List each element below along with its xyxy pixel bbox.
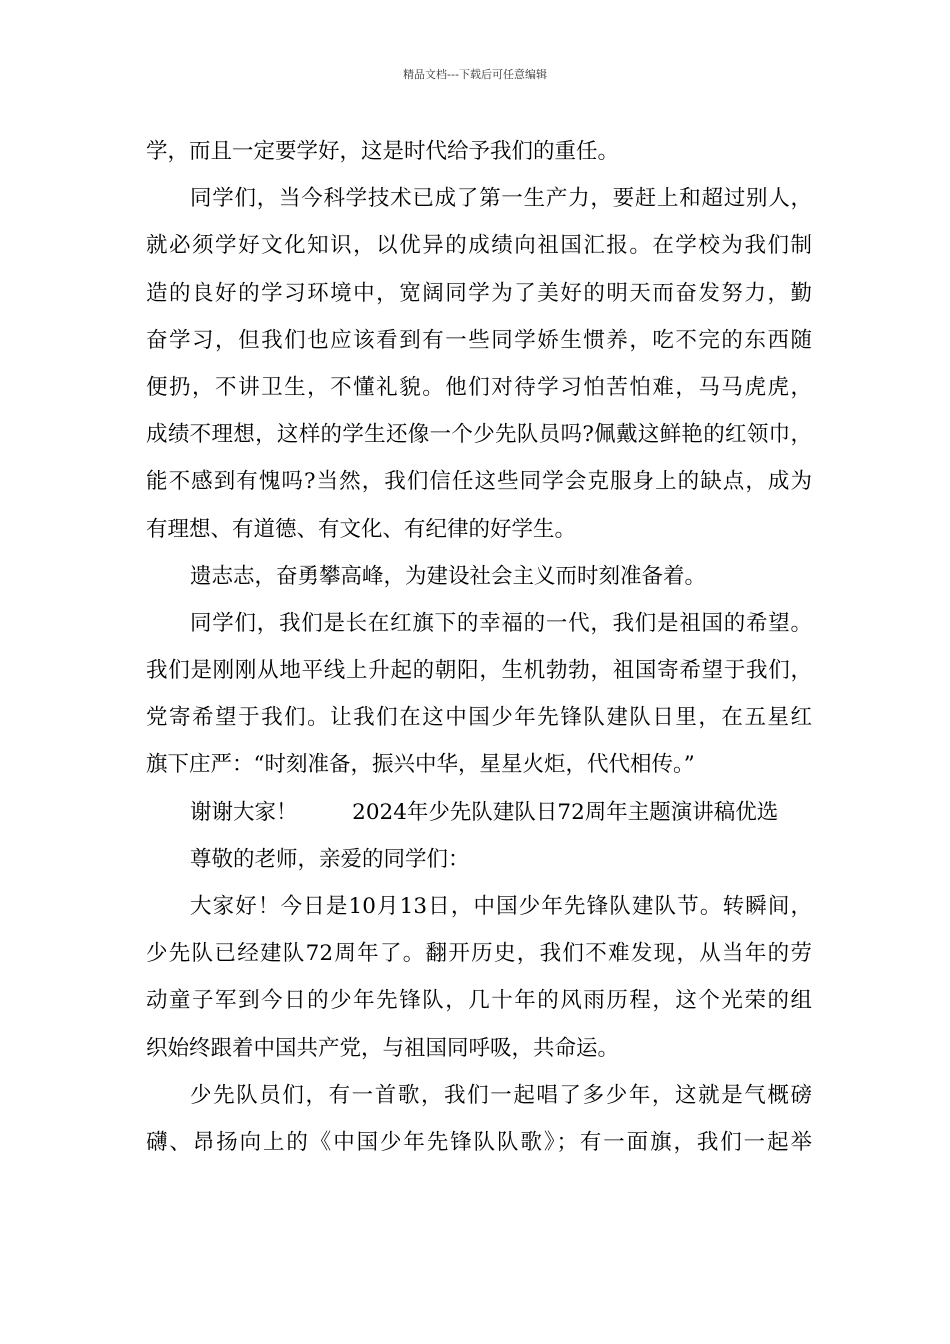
- text-line: 奋学习，但我们也应该看到有一些同学娇生惯养，吃不完的东西随: [146, 327, 812, 353]
- text-line: 大家好！今日是10月13日，中国少年先锋队建队节。转瞬间，: [190, 894, 812, 919]
- text-line: 同学们，我们是长在红旗下的幸福的一代，我们是祖国的希望。: [190, 610, 812, 636]
- text-line: 党寄希望于我们。让我们在这中国少年先锋队建队日里，在五星红: [146, 705, 812, 731]
- text-line: 造的良好的学习环境中，宽阔同学为了美好的明天而奋发努力，勤: [146, 280, 812, 306]
- text-line: 便扔，不讲卫生，不懂礼貌。他们对待学习怕苦怕难，马马虎虎，: [146, 374, 812, 400]
- text-line: 少先队已经建队72周年了。翻开历史，我们不难发现，从当年的劳: [146, 941, 812, 967]
- body-text: [146, 128, 812, 1166]
- text-line: 尊敬的老师，亲爱的同学们：: [190, 846, 470, 872]
- text-line: 旗下庄严：“时刻准备，振兴中华，星星火炬，代代相传。”: [146, 752, 695, 778]
- page-header: 精品文档---下载后可任意编辑: [403, 68, 547, 81]
- text-line: 有理想、有道德、有文化、有纪律的好学生。: [146, 516, 577, 542]
- text-line: 谢谢大家！ 2024年少先队建队日72周年主题演讲稿优选: [190, 799, 779, 825]
- text-line: 我们是刚刚从地平线上升起的朝阳，生机勃勃，祖国寄希望于我们，: [146, 658, 812, 684]
- text-line: 成绩不理想，这样的学生还像一个少先队员吗?佩戴这鲜艳的红领巾，: [146, 422, 812, 448]
- text-line: 学，而且一定要学好，这是时代给予我们的重任。: [146, 139, 620, 164]
- text-line: 遗志志，奋勇攀高峰，为建设社会主义而时刻准备着。: [190, 563, 707, 589]
- text-line: 同学们，当今科学技术已成了第一生产力，要赶上和超过别人，: [190, 186, 812, 212]
- text-line: 少先队员们，有一首歌，我们一起唱了多少年，这就是气概磅: [190, 1082, 812, 1108]
- text-line: 能不感到有愧吗?当然，我们信任这些同学会克服身上的缺点，成为: [146, 469, 812, 495]
- text-line: 织始终跟着中国共产党，与祖国同呼吸，共命运。: [146, 1035, 620, 1061]
- text-line: 礴、昂扬向上的《中国少年先锋队队歌》；有一面旗，我们一起举: [146, 1129, 812, 1155]
- text-line: 动童子军到今日的少年先锋队，几十年的风雨历程，这个光荣的组: [146, 988, 812, 1014]
- text-line: 就必须学好文化知识，以优异的成绩向祖国汇报。在学校为我们制: [146, 233, 812, 259]
